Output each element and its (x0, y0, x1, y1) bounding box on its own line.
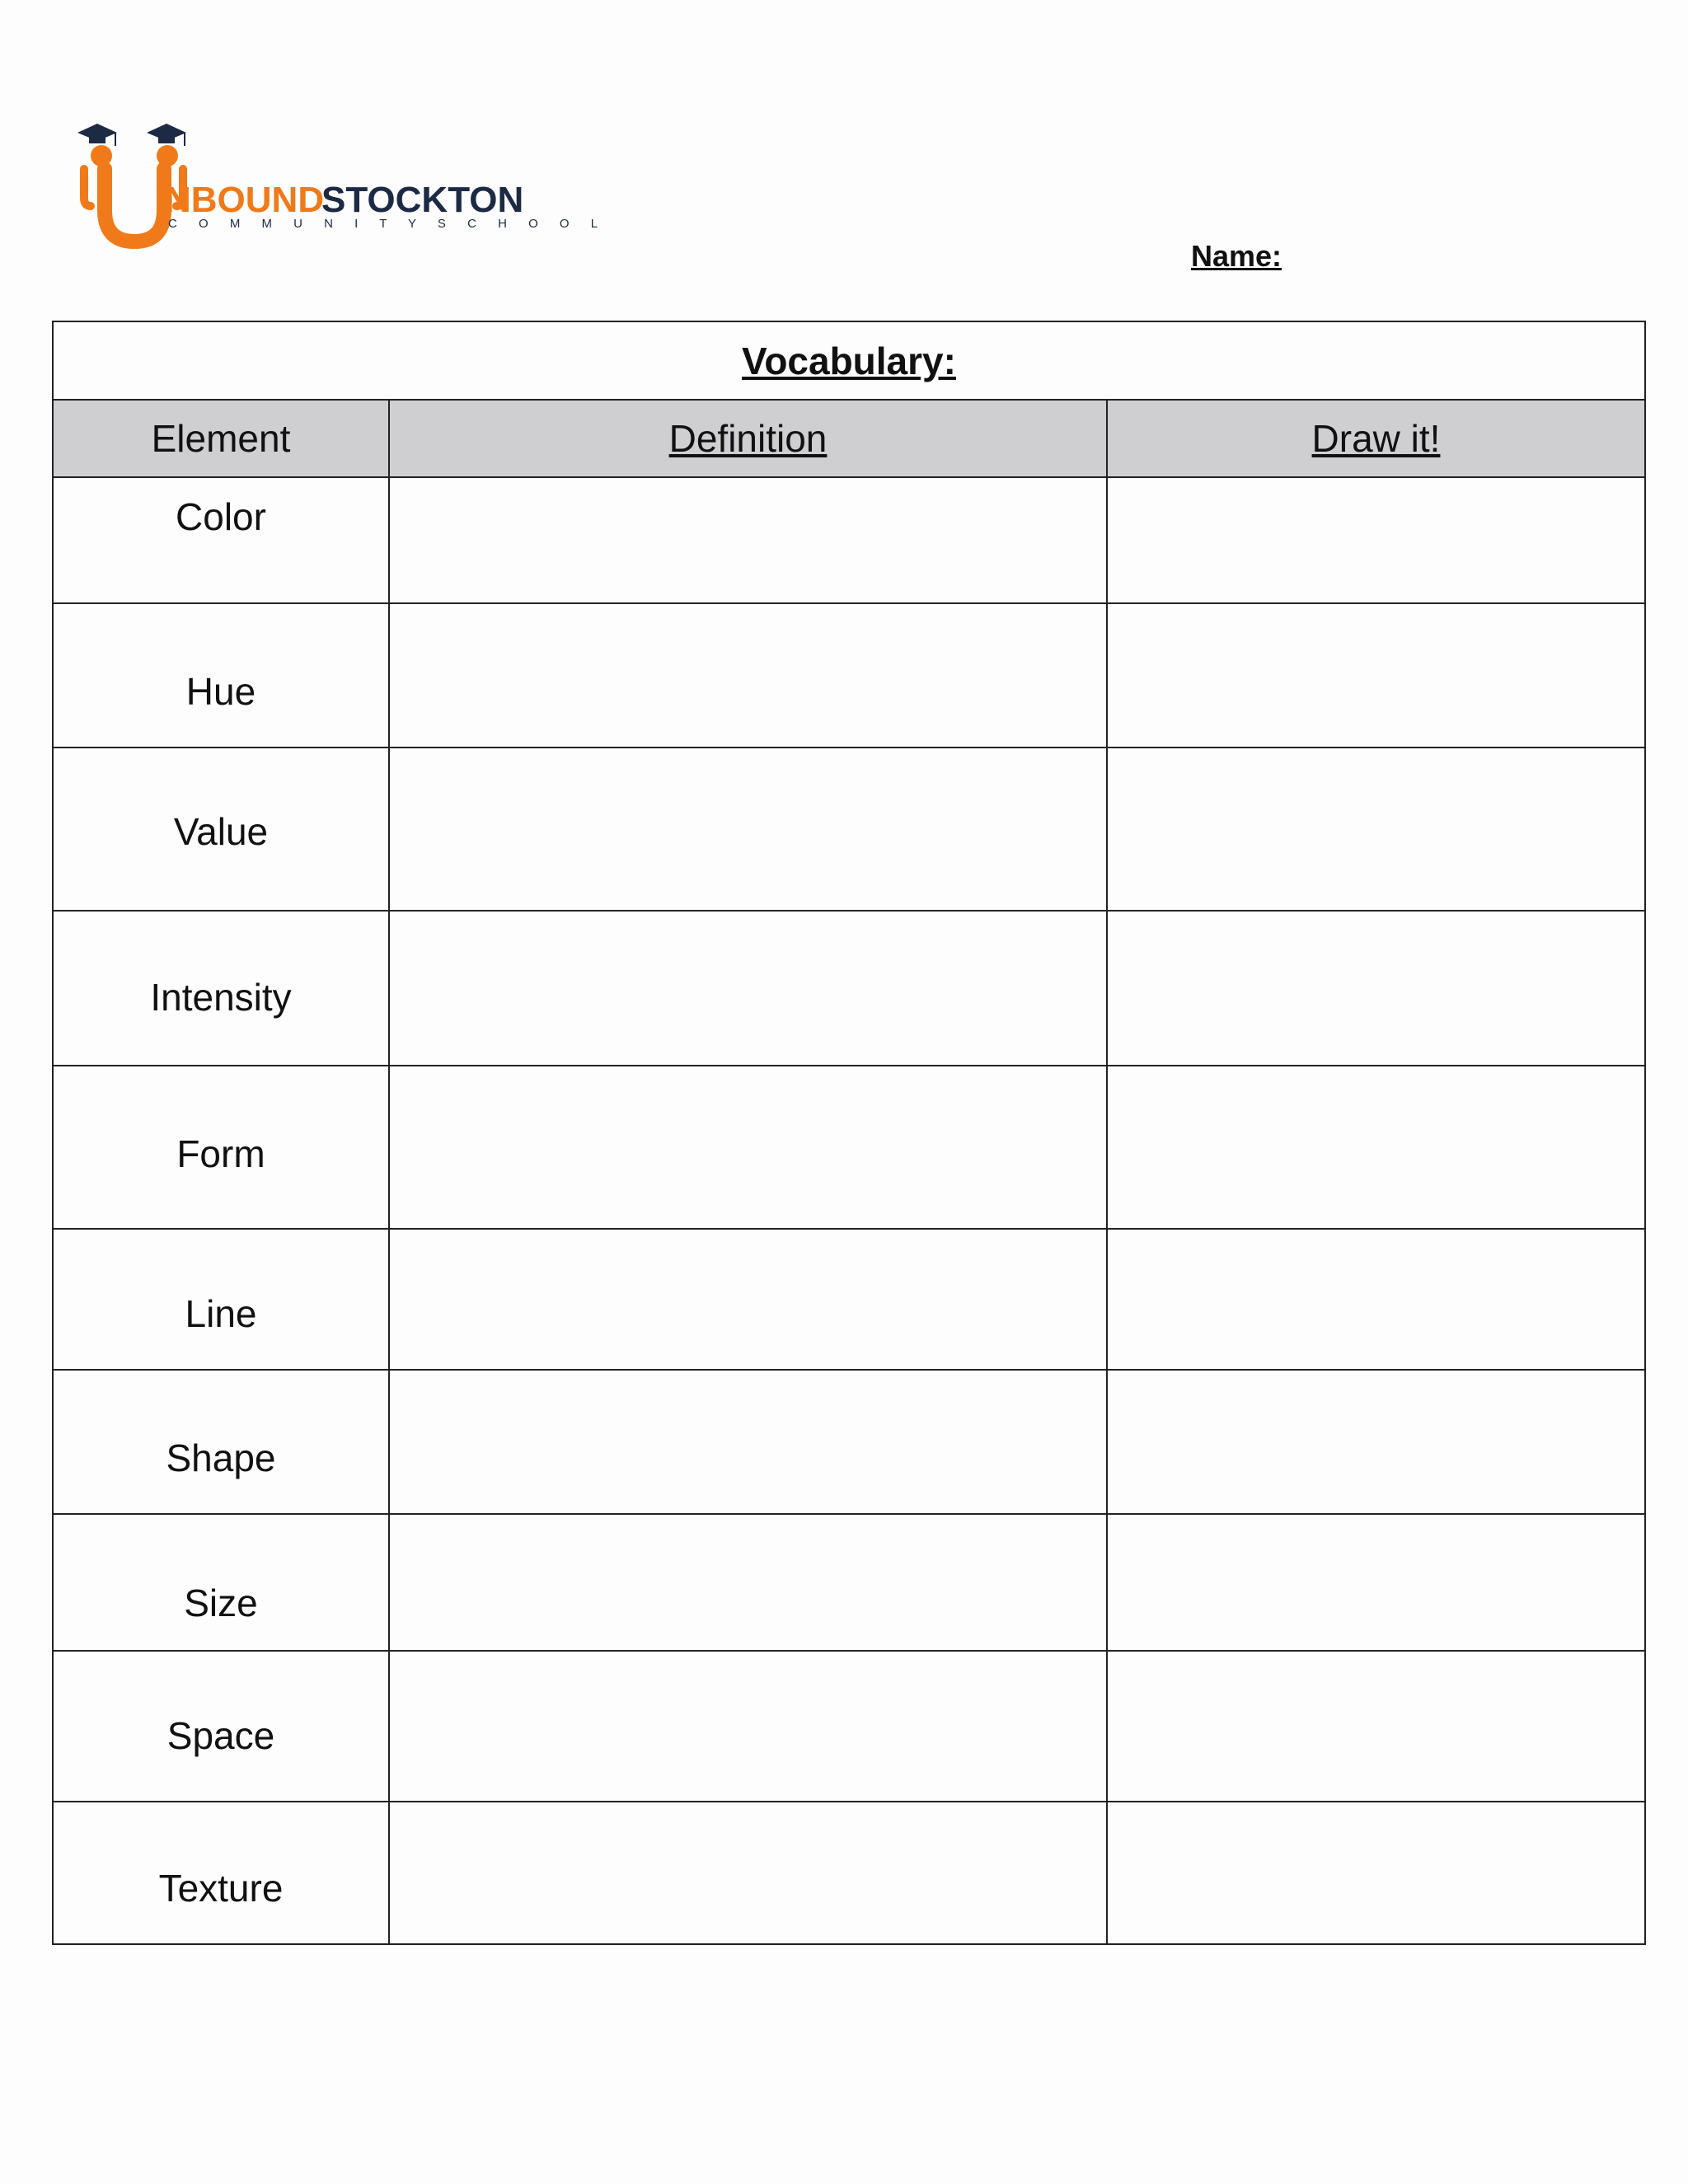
drawing-cell[interactable] (1107, 477, 1645, 603)
element-cell: Hue (53, 603, 389, 748)
element-cell: Intensity (53, 911, 389, 1066)
logo-text-unbound: NBOUND (165, 180, 325, 220)
drawing-cell[interactable] (1107, 911, 1645, 1066)
graduation-cap-icon (77, 124, 117, 146)
name-label: Name: (1191, 239, 1282, 273)
column-header-element: Element (53, 400, 389, 477)
drawing-cell[interactable] (1107, 1370, 1645, 1514)
table-row (53, 1229, 1645, 1370)
drawing-cell[interactable] (1107, 603, 1645, 748)
table-row (53, 748, 1645, 911)
table-title-cell (53, 321, 1645, 400)
definition-cell[interactable] (389, 748, 1107, 911)
definition-cell[interactable] (389, 1066, 1107, 1229)
table-row (53, 603, 1645, 748)
definition-cell[interactable] (389, 1370, 1107, 1514)
element-cell: Color (53, 477, 389, 603)
definition-cell[interactable] (389, 911, 1107, 1066)
drawing-cell[interactable] (1107, 1651, 1645, 1802)
drawing-cell[interactable] (1107, 1229, 1645, 1370)
element-cell: Shape (53, 1370, 389, 1514)
element-cell: Texture (53, 1802, 389, 1944)
column-header-definition: Definition (389, 400, 1107, 477)
element-cell: Value (53, 748, 389, 911)
logo-subtitle: C O M M U N I T Y S C H O O L (168, 217, 607, 231)
column-header-draw: Draw it! (1107, 400, 1645, 477)
table-row (53, 1802, 1645, 1944)
table-row (53, 477, 1645, 603)
element-cell: Form (53, 1066, 389, 1229)
drawing-cell[interactable] (1107, 748, 1645, 911)
table-title: Vocabulary: (742, 339, 956, 382)
element-cell: Space (53, 1651, 389, 1802)
vocabulary-table (52, 321, 1646, 1945)
table-row (53, 911, 1645, 1066)
definition-cell[interactable] (389, 1514, 1107, 1651)
definition-cell[interactable] (389, 603, 1107, 748)
drawing-cell[interactable] (1107, 1066, 1645, 1229)
drawing-cell[interactable] (1107, 1802, 1645, 1944)
definition-cell[interactable] (389, 1651, 1107, 1802)
table-row (53, 1066, 1645, 1229)
element-cell: Size (53, 1514, 389, 1651)
table-row (53, 1370, 1645, 1514)
table-header-row (53, 400, 1645, 477)
table-row (53, 1514, 1645, 1651)
logo-text-stockton: STOCKTON (321, 180, 524, 220)
graduation-cap-icon (147, 124, 186, 146)
table-row (53, 1651, 1645, 1802)
drawing-cell[interactable] (1107, 1514, 1645, 1651)
table-title-row (53, 321, 1645, 400)
definition-cell[interactable] (389, 1229, 1107, 1370)
definition-cell[interactable] (389, 1802, 1107, 1944)
definition-cell[interactable] (389, 477, 1107, 603)
school-logo (76, 120, 607, 251)
element-cell: Line (53, 1229, 389, 1370)
